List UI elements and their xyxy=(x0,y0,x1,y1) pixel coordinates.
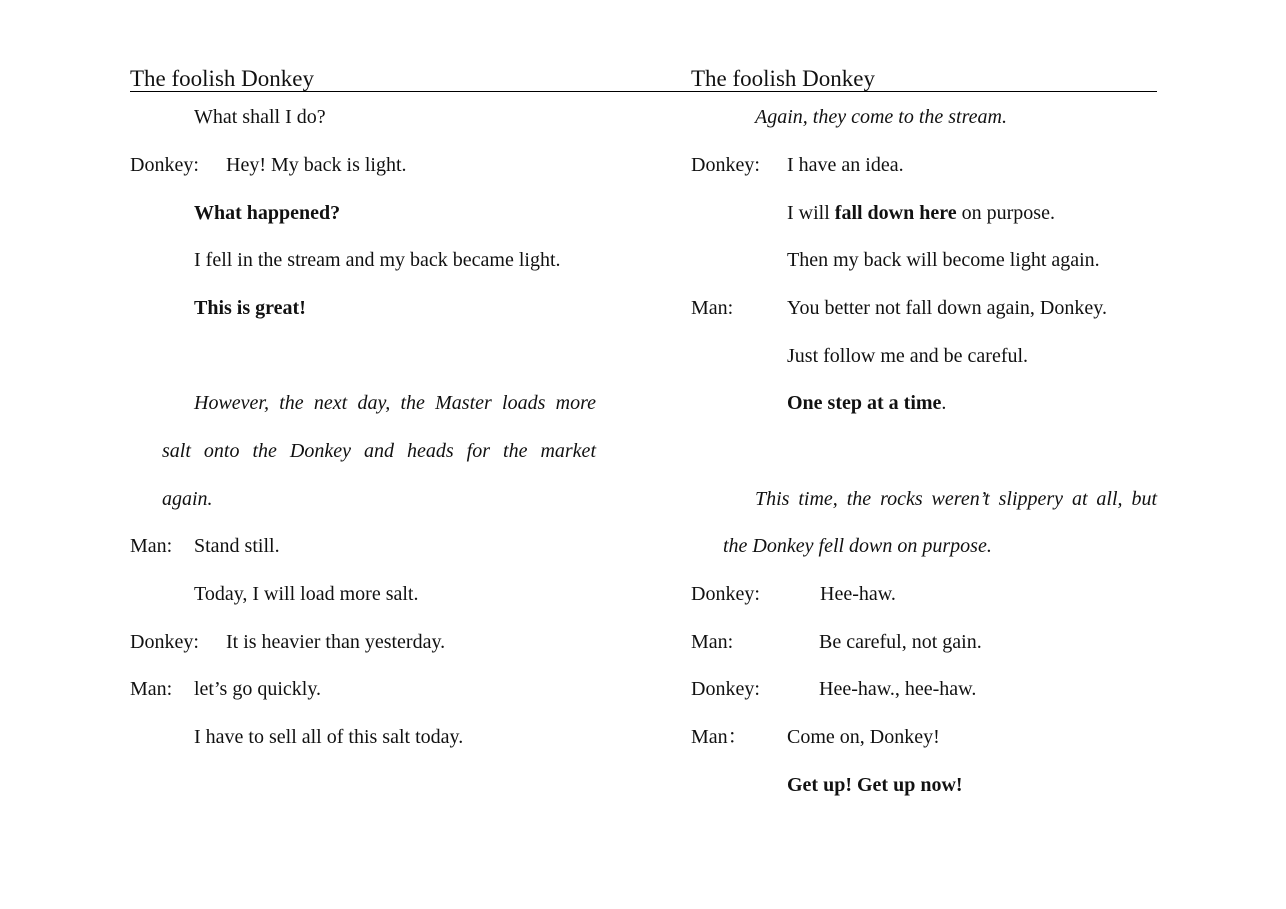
line-text-pre: I will xyxy=(787,202,835,224)
line-text: You better not fall down again, Donkey. xyxy=(787,297,1107,319)
speaker-label: Donkey: xyxy=(130,154,199,176)
narration-line: again. xyxy=(162,488,213,510)
line-text: What shall I do? xyxy=(194,106,326,128)
line-text-post: . xyxy=(941,392,947,414)
narration-line: This time, the rocks weren’t slippery at all, but xyxy=(755,488,1157,510)
speaker-label: Man: xyxy=(130,535,173,557)
line-text: Be careful, not gain. xyxy=(819,631,982,653)
line-text: It is heavier than yesterday. xyxy=(226,631,446,653)
line-text: Get up! Get up now! xyxy=(787,774,963,796)
line-text xyxy=(787,200,1055,226)
line-text-bold: One step at a time xyxy=(787,392,942,414)
line-text: Hey! My back is light. xyxy=(226,154,407,176)
line-text: Just follow me and be careful. xyxy=(787,345,1029,367)
line-text: Hee-haw. xyxy=(820,583,896,605)
speaker-label: Donkey: xyxy=(691,154,760,176)
line-text xyxy=(787,390,946,416)
speaker-label: Donkey: xyxy=(691,583,760,605)
narration-line: the Donkey fell down on purpose. xyxy=(723,535,992,557)
line-text: let’s go quickly. xyxy=(194,678,322,700)
speaker-label: Donkey: xyxy=(691,678,760,700)
page-header: The foolish Donkey xyxy=(691,64,1157,92)
line-text: Hee-haw., hee-haw. xyxy=(819,678,977,700)
line-text-bold: fall down here xyxy=(834,202,957,224)
narration-line: However, the next day, the Master loads more xyxy=(194,392,596,414)
line-text: I have an idea. xyxy=(787,154,904,176)
narration-line: salt onto the Donkey and heads for the market xyxy=(162,440,596,462)
line-text-post: on purpose. xyxy=(956,202,1055,224)
speaker-label: Man： xyxy=(691,726,748,748)
line-text: What happened? xyxy=(194,202,341,224)
speaker-label: Donkey: xyxy=(130,631,199,653)
narration-line: Again, they come to the stream. xyxy=(755,106,1007,128)
right-page xyxy=(691,0,1157,909)
line-text: I fell in the stream and my back became light. xyxy=(194,249,561,271)
line-text: Come on, Donkey! xyxy=(787,726,940,748)
line-text: Then my back will become light again. xyxy=(787,249,1100,271)
speaker-label: Man: xyxy=(691,631,734,653)
speaker-label: Man: xyxy=(691,297,734,319)
line-text: I have to sell all of this salt today. xyxy=(194,726,464,748)
left-page xyxy=(130,0,596,909)
speaker-label: Man: xyxy=(130,678,173,700)
line-text: Stand still. xyxy=(194,535,280,557)
page-header: The foolish Donkey xyxy=(130,64,692,92)
line-text: Today, I will load more salt. xyxy=(194,583,419,605)
line-text: This is great! xyxy=(194,297,306,319)
